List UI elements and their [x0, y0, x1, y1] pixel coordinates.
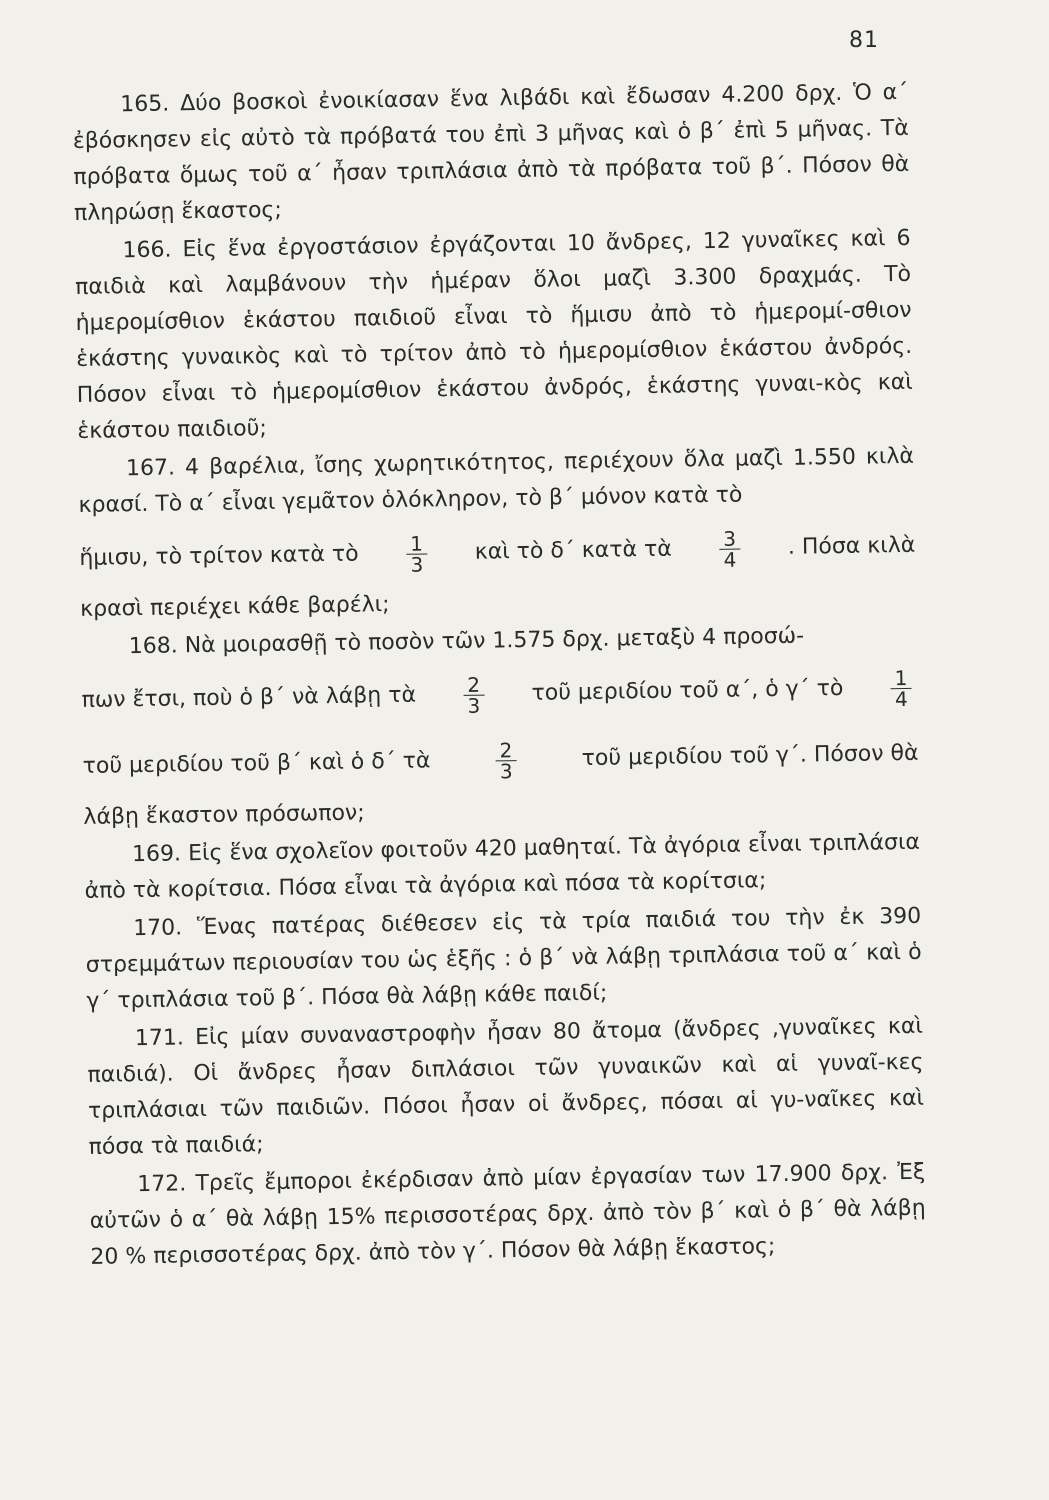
problem-165-text: 165. Δύο βοσκοὶ ἐνοικίασαν ἕνα λιβάδι καὶ ἔδωσαν 4.200 δρχ. — [120, 80, 843, 118]
problem-167: 167. 4 βαρέλια, ἴσης χωρητικότητος, περιέχουν ὅλα μαζὶ 1.550 κιλὰ κρασί. Τὸ α΄ εἶναι γεμᾶτον ὁλόκληρον, τὸ β΄ μόνον κατὰ τὸ — [78, 443, 915, 518]
problem-172: 172. Τρεῖς ἔμποροι ἐκέρδισαν ἀπὸ μίαν ἐργασίαν των 17.900 δρχ. Ἐξ αὐτῶν ὁ α΄ θὰ λάβῃ 15% περισσοτέρας δρχ. ἀπὸ τὸν β΄ καὶ ὁ β΄ θὰ λάβῃ 20 % περισσοτέρας δρχ. ἀπὸ τὸν γ΄. Πόσον θὰ λάβῃ ἕκαστος; — [89, 1159, 926, 1270]
problem-167-end: κρασὶ περιέχει κάθε βαρέλι; — [79, 592, 390, 622]
fraction-one-quarter: $\frac{1}{4}$ — [890, 667, 911, 708]
problem-165: 165. Δύο βοσκοὶ ἐνοικίασαν ἕνα λιβάδι καὶ ἔδωσαν 4.200 δρχ. Ὁ α΄ ἐβόσκησεν εἰς αὐτὸ τὰ πρόβατά του ἐπὶ 3 μῆνας καὶ ὁ β΄ ἐπὶ 5 μῆνας. Τὰ πρόβατα ὅμως τοῦ α΄ ἦσαν τριπλάσια ἀπὸ τὰ πρόβατα τοῦ β΄. Πόσον θὰ πληρώσῃ ἕκαστος; — [72, 79, 910, 226]
problem-167-fraction-line: ἥμισυ, τὸ τρίτον κατὰ τὸ $\frac{1}{3}$ καὶ τὸ δ΄ κατὰ τὰ $\frac{3}{4}$ . Πόσα κιλὰ — [79, 526, 916, 577]
fraction-two-thirds-2: $\frac{2}{3}$ — [495, 740, 516, 781]
problem-166-text: 166. Εἰς ἕνα ἐργοστάσιον ἐργάζονται 10 ἄνδρες, 12 γυναῖκες — [122, 226, 840, 264]
problem-168-fraction-line-1: πων ἔτσι, ποὺ ὁ β΄ νὰ λάβῃ τὰ $\frac{2}{3}$ τοῦ μεριδίου τοῦ α΄, ὁ γ΄ τὸ $\frac{1}{4}$ — [81, 655, 918, 734]
problem-166: 166. Εἰς ἕνα ἐργοστάσιον ἐργάζονται 10 ἄνδρες, 12 γυναῖκες καὶ 6 παιδιὰ καὶ λαμβάνουν τὴν ἡμέραν ὅλοι μαζὶ 3.300 δραχμάς. Τὸ ἡμερομίσθιον ἑκάστου παιδιοῦ εἶναι τὸ ἥμισυ ἀπὸ τὸ ἡμερομί-σθιον ἑκάστης γυναικὸς καὶ τὸ τρίτον ἀπὸ τὸ ἡμερομίσθιον ἑκάστου ἀνδρός. Πόσον εἶναι τὸ ἡμερομίσθιον ἑκάστου ἀνδρός, ἑκάστης γυναι-κὸς καὶ ἑκάστου παιδιοῦ; — [74, 225, 913, 444]
problem-168: 168. Νὰ μοιρασθῇ τὸ ποσὸν τῶν 1.575 δρχ. μεταξὺ 4 προσώ- — [128, 623, 805, 660]
problem-168-end: λάβῃ ἕκαστον πρόσωπον; — [83, 800, 365, 830]
problem-169: 169. Εἰς ἕνα σχολεῖον φοιτοῦν 420 μαθηταί. Τὰ ἀγόρια εἶναι τριπλάσια ἀπὸ τὰ κορίτσια. Πόσα εἶναι τὰ ἀγόρια καὶ πόσα τὰ κορίτσια; — [84, 829, 921, 904]
problem-168-fraction-line-2: τοῦ μεριδίου τοῦ β΄ καὶ ὁ δ΄ τὰ $\frac{2}{3}$ τοῦ μεριδίου τοῦ γ΄. Πόσον θὰ — [82, 737, 919, 783]
fraction-three-quarters: $\frac{3}{4}$ — [719, 528, 740, 569]
page-number: 81 — [849, 28, 879, 53]
fraction-two-thirds: $\frac{2}{3}$ — [463, 674, 484, 715]
problem-170: 170. Ἕνας πατέρας διέθεσεν εἰς τὰ τρία παιδιά του τὴν ἐκ 390 στρεμμάτων περιουσίαν του ὡς ἑξῆς : ὁ β΄ νὰ λάβῃ τριπλάσια τοῦ α΄ καὶ ὁ γ΄ τριπλάσια τοῦ β΄. Πόσα θὰ λάβῃ κάθε παιδί; — [85, 903, 922, 1014]
problem-171: 171. Εἰς μίαν συναναστροφὴν ἦσαν 80 ἄτομα (ἄνδρες ,γυναῖκες καὶ παιδιά). Οἱ ἄνδρες ἦσαν διπλάσιοι τῶν γυναικῶν καὶ αἱ γυναῖ-κες τριπλάσιαι τῶν παιδιῶν. Πόσοι ἦσαν οἱ ἄνδρες, πόσαι αἱ γυ-ναῖκες καὶ πόσα τὰ παιδιά; — [87, 1013, 925, 1160]
problems-text — [72, 75, 927, 1278]
fraction-one-third: $\frac{1}{3}$ — [406, 533, 427, 574]
